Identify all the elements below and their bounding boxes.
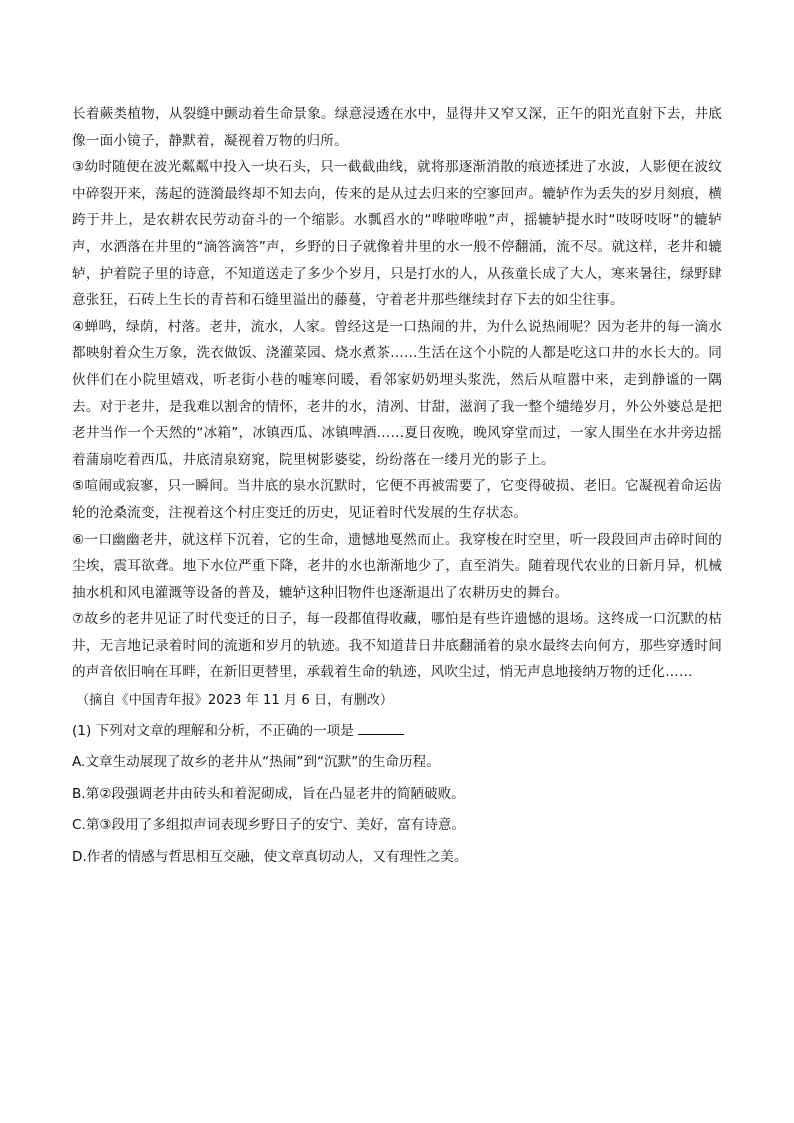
question-stem-text: (1) 下列对文章的理解和分析，不正确的一项是 bbox=[72, 723, 354, 740]
option-b: B.第②段强调老井由砖头和着泥砌成，旨在凸显老井的简陋破败。 bbox=[72, 785, 465, 802]
article-body bbox=[72, 101, 722, 873]
paragraph-3: ③幼时随便在波光粼粼中投入一块石头，只一截截曲线，就将那逐渐消散的痕迹揉进了水波，人影便在波纹中碎裂开来，荡起的涟漪最终却不知去向，传来的是从过去归来的空寥回声。辘轳作为丢失的岁月刻痕，横跨于井上，是农耕农民劳动奋斗的一个缩影。水瓢舀水的“哗啦哗啦”声，摇辘轳提水时“吱呀吱呀”的辘轳声，水洒落在井里的“滴答滴答”声，乡野的日子就像着井里的水一般不停翻涌，流不尽。就这样，老井和辘轳，护着院子里的诗意，不知道送走了多少个岁月，只是打水的人，从孩童长成了大人，寒来暑往，绿野肆意张狂，石砖上生长的青苔和石缝里溢出的藤蔓，守着老井那些继续封存下去的如尘往事。 bbox=[72, 159, 722, 309]
answer-blank bbox=[358, 720, 404, 735]
paragraph-7: ⑦故乡的老井见证了时代变迁的日子，每一段都值得收藏，哪怕是有些许遗憾的退场。这终成一口沉默的枯井，无言地记录着时间的流逝和岁月的轨迹。我不知道昔日井底翻涌着的泉水最终去向何方，那些穿透时间的声音依旧响在耳畔，在新旧更替里，承载着生命的轨迹，风吹尘过，悄无声息地接纳万物的迁化…… bbox=[72, 611, 722, 681]
option-d: D.作者的情感与哲思相互交融，使文章真切动人，又有理性之美。 bbox=[72, 848, 468, 865]
option-c: C.第③段用了多组拟声词表现乡野日子的安宁、美好，富有诗意。 bbox=[72, 817, 466, 834]
source-citation: （摘自《中国青年报》2023 年 11 月 6 日，有删改） bbox=[76, 693, 394, 709]
paragraph-2-continued: 长着蕨类植物，从裂缝中颤动着生命景象。绿意浸透在水中，显得井又窄又深，正午的阳光直射下去，井底像一面小镜子，静默着，凝视着万物的归所。 bbox=[72, 106, 722, 149]
question-stem bbox=[72, 716, 722, 747]
paragraph-4: ④蝉鸣，绿荫，村落。老井，流水，人家。曾经这是一口热闹的井，为什么说热闹呢？因为老井的每一滴水都映射着众生万象，洗衣做饭、浇灌菜园、烧水煮茶……生活在这个小院的人都是吃这口井的水长大的。同伙伴们在小院里嬉戏，听老街小巷的嘘寒问暖，看邻家奶奶埋头浆洗，然后从喧嚣中来，走到静谧的一隅去。对于老井，是我难以割舍的情怀，老井的水，清冽、甘甜，滋润了我一整个缱绻岁月，外公外婆总是把老井当作一个天然的“冰箱”，冰镇西瓜、冰镇啤酒……夏日夜晚，晚风穿堂而过，一家人围坐在水井旁边摇着蒲扇吃着西瓜，井底清泉窈窕，院里树影婆娑，纷纷落在一缕月光的影子上。 bbox=[72, 318, 722, 468]
option-a: A.文章生动展现了故乡的老井从“热闹”到“沉默”的生命历程。 bbox=[72, 754, 440, 771]
paragraph-5: ⑤喧闹或寂寥，只一瞬间。当井底的泉水沉默时，它便不再被需要了，它变得破损、老旧。它凝视着命运齿轮的沧桑流变，注视着这个村庄变迁的历史，见证着时代发展的生存状态。 bbox=[72, 478, 722, 521]
paragraph-6: ⑥一口幽幽老井，就这样下沉着，它的生命，遗憾地戛然而止。我穿梭在时空里，听一段段回声击碎时间的尘埃，震耳欲聋。地下水位严重下降，老井的水也渐渐地少了，直至消失。随着现代农业的日新月异，机械抽水机和风电灌溉等设备的普及，辘轳这种旧物件也逐渐退出了农耕历史的舞台。 bbox=[72, 531, 722, 601]
